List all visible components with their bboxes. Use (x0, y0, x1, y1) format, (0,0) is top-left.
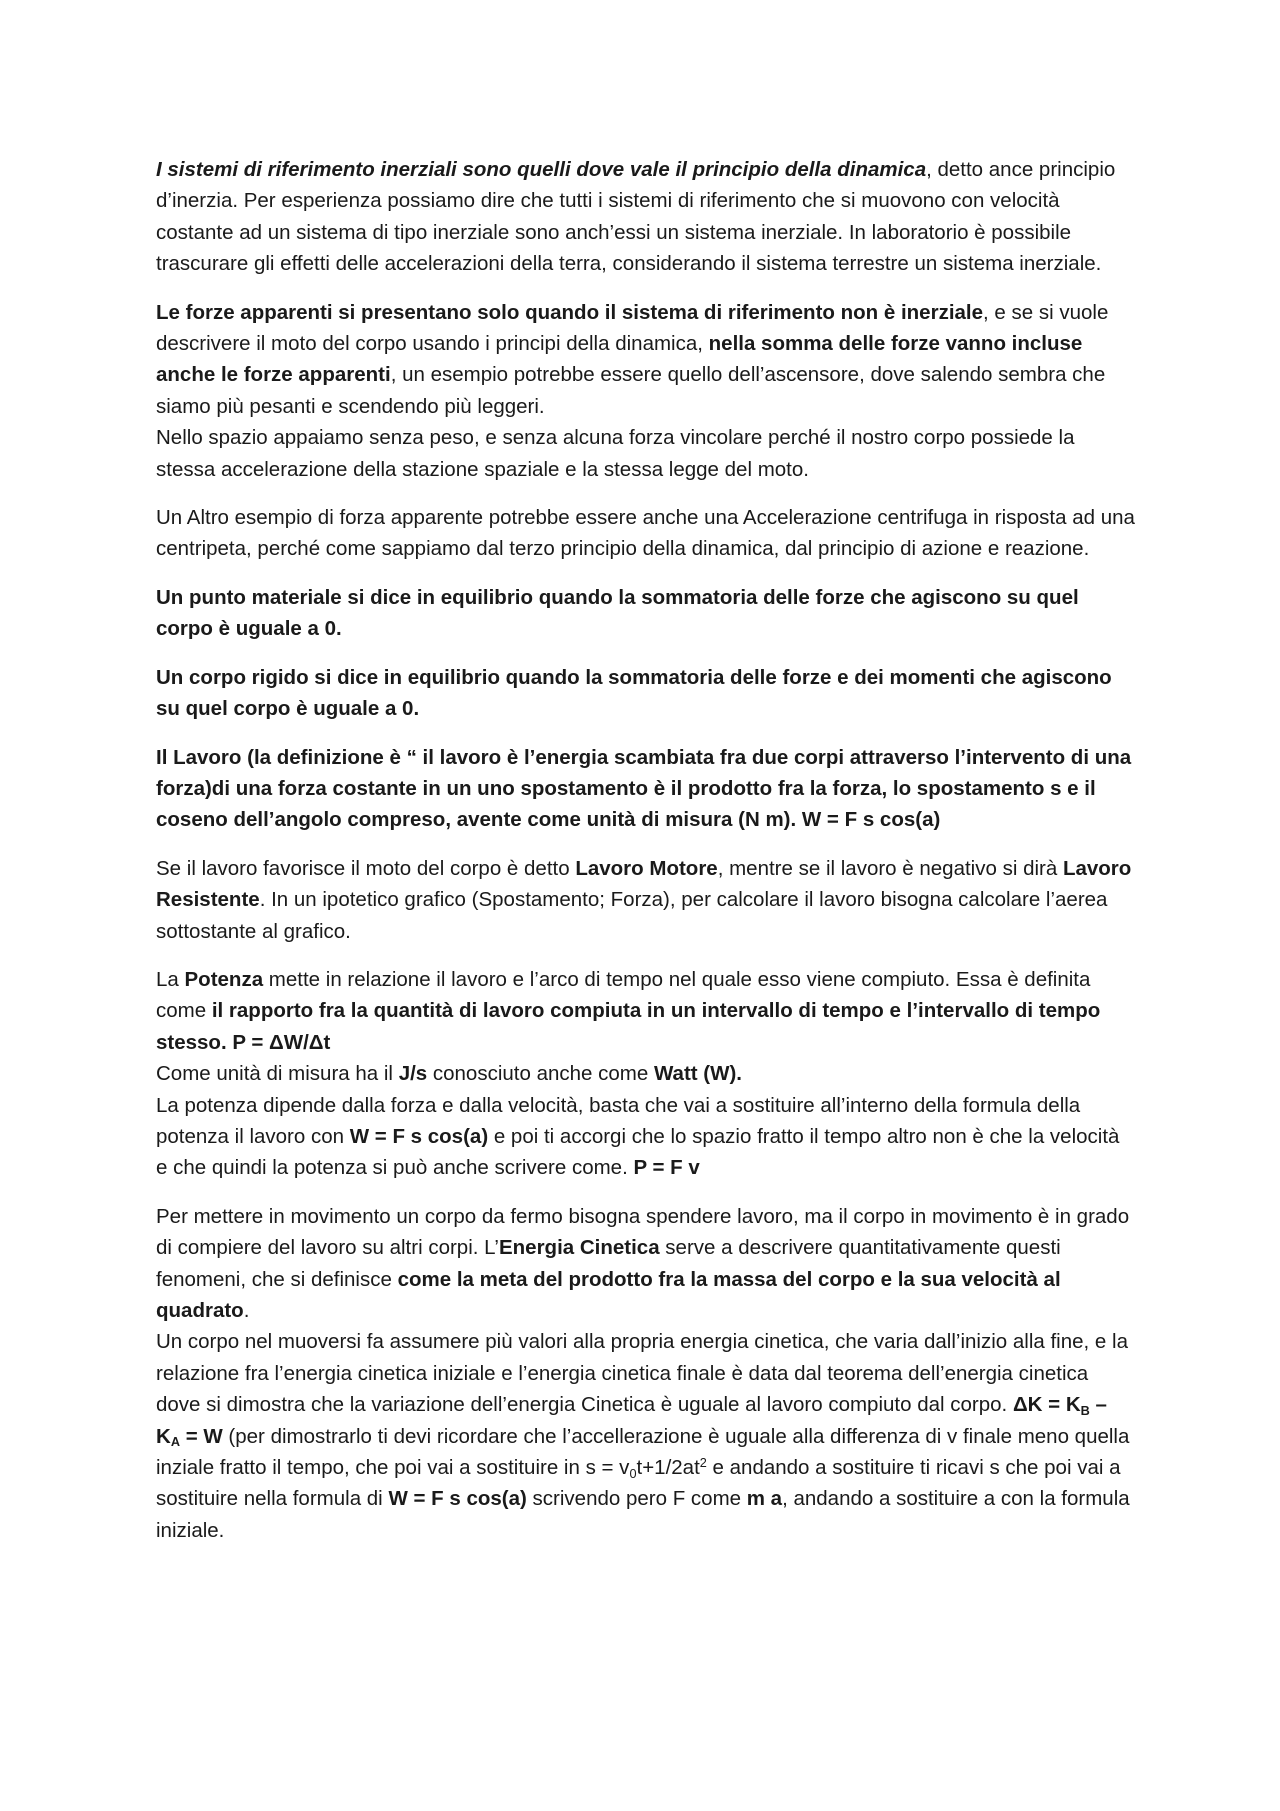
formula-delta-k: $\Delta K = K_B - K_A = W$ (156, 1393, 1107, 1450)
paragraph-centrifugal: Un Altro esempio di forza apparente potrebbe essere anche una Accelerazione centrifuga in risposta ad una centripeta, perché come sappiamo dal terzo principio della dinamica, dal principio di azione e reazione. (156, 506, 1135, 561)
paragraph-kinetic-energy: Per mettere in movimento un corpo da fermo bisogna spendere lavoro, ma il corpo in movimento è in grado di compiere del lavoro su altri corpi. L’Energia Cinetica serve a descrivere quantitativamente questi fenomeni, che si definisce come la meta del prodotto fra la massa del corpo e la sua velocità al quadrato. (156, 1204, 1130, 1322)
paragraph-point-equilibrium: Un punto materiale si dice in equilibrio quando la sommatoria delle forze che agiscono su quel corpo è uguale a 0. (156, 585, 1079, 641)
paragraph-rigid-equilibrium: Un corpo rigido si dice in equilibrio quando la sommatoria delle forze e dei momenti che agiscono su quel corpo è uguale a 0. (156, 665, 1112, 721)
paragraph-apparent-forces: Le forze apparenti si presentano solo quando il sistema di riferimento non è inerziale, e se si vuole descrivere il moto del corpo usando i principi della dinamica, nella somma delle forze vanno incluse anche le forze apparenti, un esempio potrebbe essere quello dell’ascensore, dove salendo sembra che siamo più pesanti e scendendo più leggeri. (156, 300, 1109, 418)
paragraph-power: La Potenza mette in relazione il lavoro e l’arco di tempo nel quale esso viene compiuto. Essa è definita come il rapporto fra la quantità di lavoro compiuta in un intervallo di tempo e l’intervallo di tempo stesso. P = ΔW/Δt (156, 967, 1101, 1054)
paragraph-power-velocity: La potenza dipende dalla forza e dalla velocità, basta che vai a sostituire all’interno della formula della potenza il lavoro con W = F s cos(a) e poi ti accorgi che lo spazio fratto il tempo altro non è che la velocità e che quindi la potenza si può anche scrivere come. P = F v (156, 1093, 1120, 1180)
paragraph-power-unit: Come unità di misura ha il J/s conosciuto anche come Watt (W). (156, 1062, 743, 1086)
paragraph-space: Nello spazio appaiamo senza peso, e senza alcuna forza vincolare perché il nostro corpo possiede la stessa accelerazione della stazione spaziale e la stessa legge del moto. (156, 426, 1075, 481)
document-page (156, 154, 1136, 1563)
paragraph-inertial-frames: I sistemi di riferimento inerziali sono quelli dove vale il principio della dinamica, detto ance principio d’inerzia. Per esperienza possiamo dire che tutti i sistemi di riferimento che si muovono con velocità costante ad un sistema di tipo inerziale sono anch’essi un sistema inerziale. In laboratorio è possibile trascurare gli effetti delle accelerazioni della terra, considerando il sistema terrestre un sistema inerziale. (156, 158, 1116, 276)
inertial-definition: I sistemi di riferimento inerziali sono quelli dove vale il principio della dinamica (156, 158, 927, 181)
paragraph-work-definition: Il Lavoro (la definizione è “ il lavoro è l’energia scambiata fra due corpi attraverso l’intervento di una forza)di una forza costante in un uno spostamento è il prodotto fra la forza, lo spostamento s e il coseno dell’angolo compreso, avente come unità di misura (N m). W = F s cos(a) (156, 745, 1132, 832)
paragraph-work-types: Se il lavoro favorisce il moto del corpo è detto Lavoro Motore, mentre se il lavoro è negativo si dirà Lavoro Resistente. In un ipotetico grafico (Spostamento; Forza), per calcolare il lavoro bisogna calcolare l’aerea sottostante al grafico. (156, 856, 1132, 943)
paragraph-kinetic-theorem: Un corpo nel muoversi fa assumere più valori alla propria energia cinetica, che varia dall’inizio alla fine, e la relazione fra l’energia cinetica iniziale e l’energia cinetica finale è data dal teorema dell’energia cinetica dove si dimostra che la variazione dell’energia Cinetica è uguale al lavoro compiuto dal corpo. $\Delta K = K_B - K_A = W$ (per dimostrarlo ti devi ricordare che l’accellerazione è uguale alla differenza di v finale meno quella inziale fratto il tempo, che poi vai a sostituire in $s = v_0t+1/2at^2$ e andando a sostituire ti ricavi s che poi vai a sostituire nella formula di W = F s cos(a) scrivendo pero F come m a, andando a sostituire a con la formula iniziale. (156, 1330, 1130, 1542)
